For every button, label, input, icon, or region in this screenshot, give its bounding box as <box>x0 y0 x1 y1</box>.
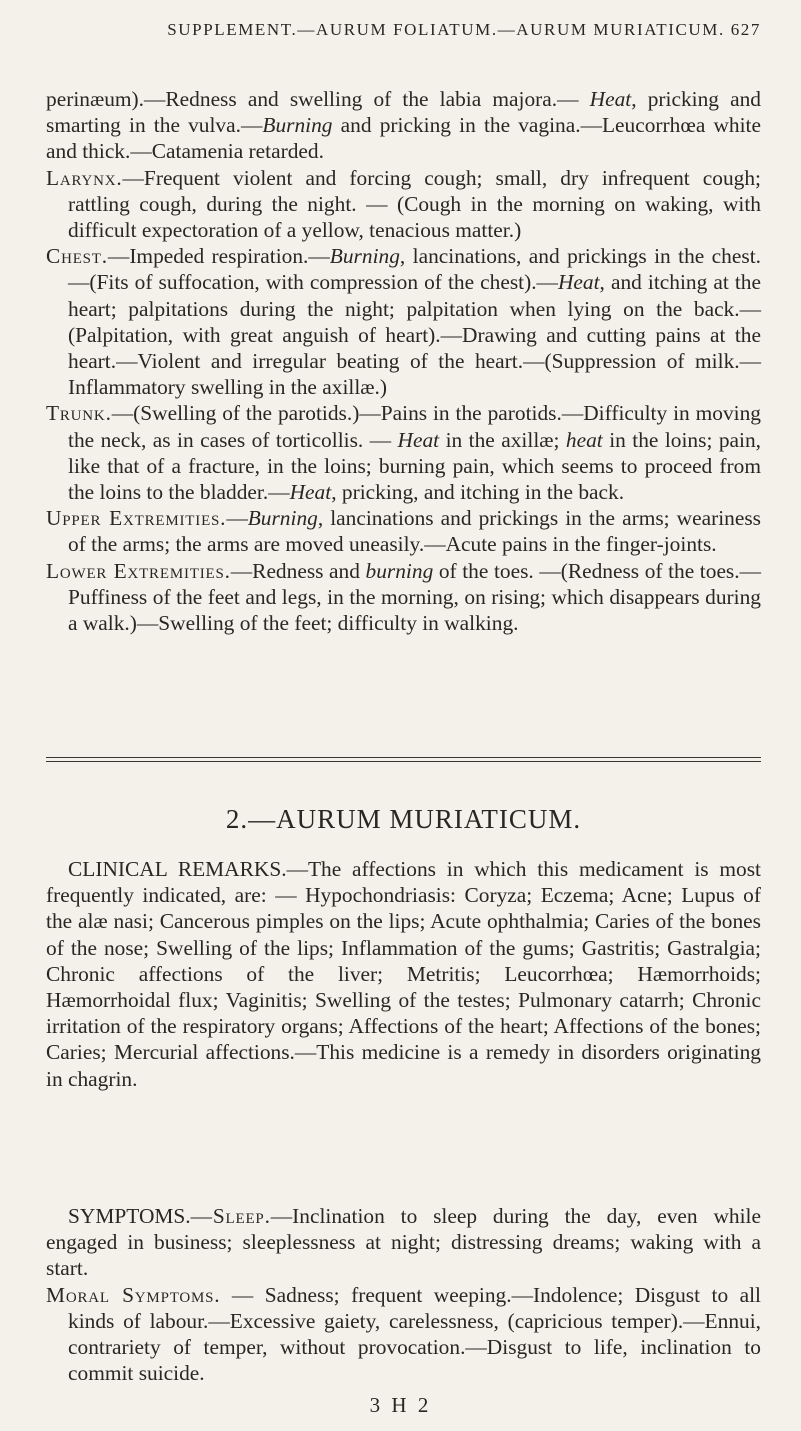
clinical-section <box>46 856 761 1092</box>
paragraph-larynx: Larynx.—Frequent violent and forcing cough; small, dry infrequent cough; rattling cough, during the night. — (Cough in the morning on waking, with difficult expectoration of a yellow, tenacious matter.) <box>46 165 761 243</box>
paragraph-genital: perinæum).—Redness and swelling of the labia majora.— Heat, pricking and smarting in the vulva.—Burning and pricking in the vagina.—Leucorrhœa white and thick.—Catamenia retarded. <box>46 87 761 164</box>
paragraph-trunk: Trunk.—(Swelling of the parotids.)—Pains in the parotids.—Difficulty in moving the neck, as in cases of torticollis. — Heat in the axillæ; heat in the loins; pain, like that of a fracture, in the loins; burning pain, which seems to proceed from the loins to the bladder.—Heat, pricking, and itching in the back. <box>46 401 762 505</box>
paragraph-chest: Chest.—Impeded respiration.—Burning, lancinations, and prickings in the chest.—(Fits of suffocation, with compression of the chest).—Heat, and itching at the heart; palpitations during the night; palpitation when lying on the back.—(Palpitation, with great anguish of heart).—Drawing and cutting pains at the heart.—Violent and irregular beating of the heart.—(Suppression of milk.—Inflammatory swelling in the axillæ.) <box>46 244 761 400</box>
symptoms-continuation <box>46 86 761 636</box>
paragraph-moral-symptoms: Moral Symptoms. — Sadness; frequent weeping.—Indolence; Disgust to all kinds of labour.—Excessive gaiety, carelessness, (capricious temper).—Ennui, contrariety of temper, without provocation.—Disgust to life, inclination to commit suicide. <box>46 1282 761 1386</box>
section-rule-top <box>46 757 761 758</box>
paragraph-upper-extremities: Upper Extremities.—Burning, lancinations and prickings in the arms; weariness of the arms; the arms are moved uneasily.—Acute pains in the finger-joints. <box>46 506 761 557</box>
paragraph-lower-extremities: Lower Extremities.—Redness and burning of the toes. —(Redness of the toes.—Puffiness of the feet and legs, in the morning, on rising; which disappears during a walk.)—Swelling of the feet; difficulty in walking. <box>46 558 761 636</box>
signature-mark: 3 H 2 <box>369 1393 432 1417</box>
symptoms-section <box>46 1203 761 1386</box>
paragraph-clinical-remarks: CLINICAL REMARKS.—The affections in which this medicament is most frequently indicated, are: — Hypochondriasis: Coryza; Eczema; Acne; Lupus of the alæ nasi; Cancerous pimples on the lips; Acute ophthalmia; Caries of the bones of the nose; Swelling of the lips; Inflammation of the gums; Gastritis; Gastralgia; Chronic affections of the liver; Metritis; Leucorrhœa; Hæmorrhoids; Hæmorrhoidal flux; Vaginitis; Swelling of the testes; Pulmonary catarrh; Chronic irritation of the respiratory organs; Affections of the heart; Affections of the bones; Caries; Mercurial affections.—This medicine is a remedy in disorders originating in chagrin. <box>46 857 761 1091</box>
section-title: 2.—AURUM MURIATICUM. <box>225 804 582 834</box>
paragraph-sleep: SYMPTOMS.—Sleep.—Inclination to sleep during the day, even while engaged in business; sleeplessness at night; distressing dreams; waking with a start. <box>46 1204 761 1281</box>
running-head: SUPPLEMENT.—AURUM FOLIATUM.—AURUM MURIATICUM. 627 <box>167 20 761 39</box>
section-rule-bottom <box>46 761 761 762</box>
